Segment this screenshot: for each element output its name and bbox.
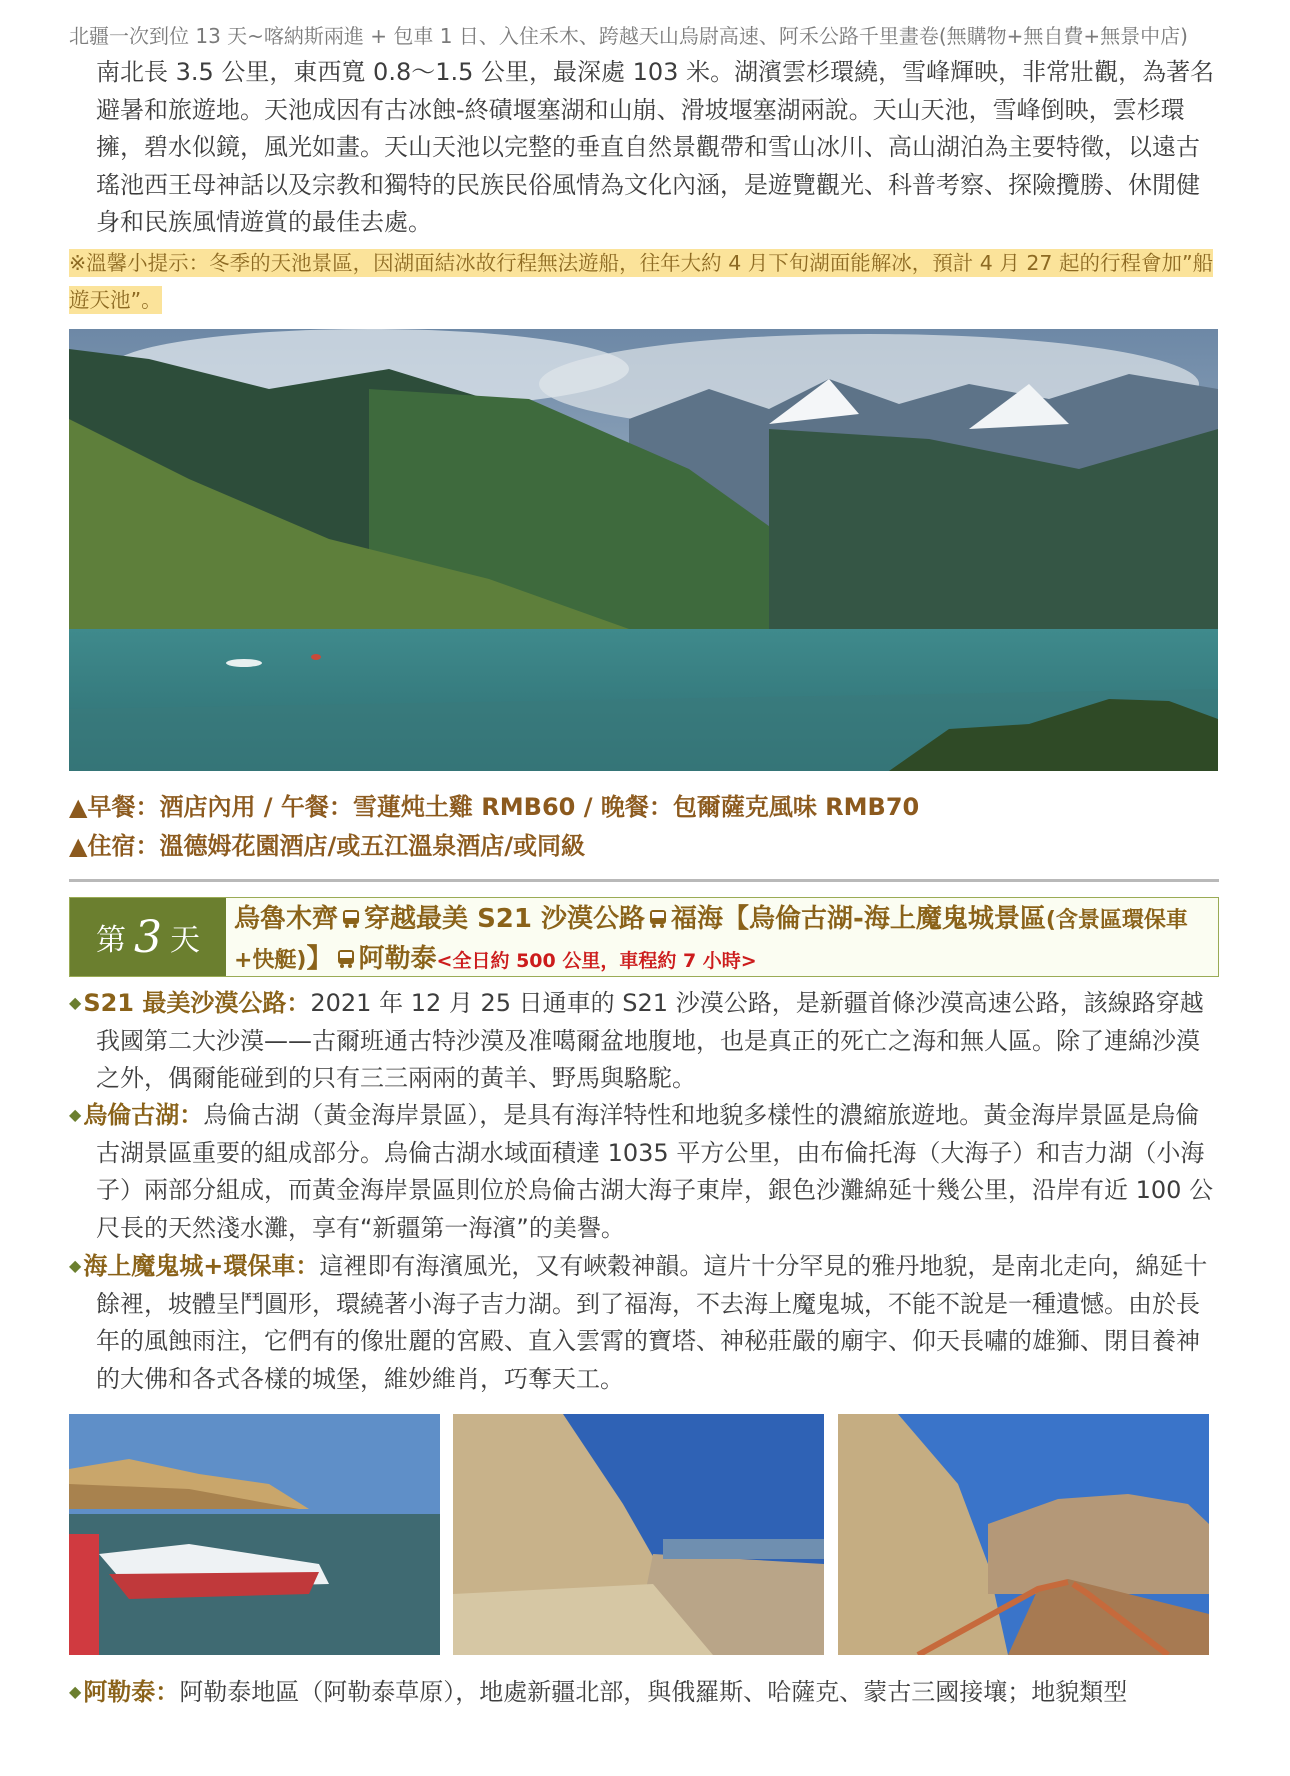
section-text: 烏倫古湖（黃金海岸景區），是具有海洋特性和地貌多樣性的濃縮旅遊地。黃金海岸景區是烏倫古湖景區重要的組成部分。烏倫古湖水域面積達 1035 平方公里，由布倫托海（大海子）和吉力湖（小海子）兩部分組成，而黃金海岸景區則位於烏倫古湖大海子東岸，銀色沙灘綿延十幾公里，沿岸有近 100 公尺長的天然淺水灘，享有“新疆第一海濱”的美譽。 bbox=[96, 1101, 1214, 1242]
diamond-icon: ◆ bbox=[69, 1256, 82, 1275]
section-altay bbox=[69, 1673, 1219, 1712]
warm-tip bbox=[69, 245, 1219, 319]
route-start: 烏魯木齊 bbox=[234, 904, 339, 934]
hotel-info: ▲住宿：溫德姆花園酒店/或五江溫泉酒店/或同級 bbox=[69, 832, 585, 860]
bus-icon bbox=[337, 949, 355, 969]
route-included: (含景區環保車+快艇) bbox=[234, 908, 1188, 973]
day-number: 3 bbox=[134, 911, 162, 963]
day-3-header bbox=[69, 897, 1219, 977]
day-label-suffix: 天 bbox=[170, 923, 200, 958]
boardwalk-photo bbox=[838, 1414, 1209, 1655]
route-distance-note: <全日約 500 公里，車程約 7 小時> bbox=[436, 950, 757, 972]
bus-icon bbox=[342, 909, 360, 929]
tianchi-description: 南北長 3.5 公里，東西寬 0.8～1.5 公里，最深處 103 米。湖濱雲杉環繞，雪峰輝映，非常壯觀，為著名避暑和旅遊地。天池成因有古冰蝕-終磧堰塞湖和山崩、滑坡堰塞湖兩說。天山天池，雪峰倒映，雲杉環擁，碧水似鏡，風光如畫。天山天池以完整的垂直自然景觀帶和雪山冰川、高山湖泊為主要特徵，以遠古瑤池西王母神話以及宗教和獨特的民族民俗風情為文化內涵，是遊覽觀光、科普考察、探險攬勝、休閒健身和民族風情遊賞的最佳去處。 bbox=[96, 58, 1215, 236]
diamond-icon: ◆ bbox=[69, 993, 82, 1012]
day-3-label bbox=[70, 898, 226, 976]
section-s21-road bbox=[69, 984, 1219, 1098]
route-altay: 阿勒泰 bbox=[358, 944, 437, 974]
day-3-route bbox=[234, 900, 1214, 980]
itinerary-header: 北疆一次到位 13 天~喀納斯兩進 + 包車 1 日、入住禾木、跨越天山烏尉高速、阿禾公路千里畫卷(無購物+無自費+無景中店) bbox=[69, 24, 1188, 48]
bus-icon bbox=[649, 909, 667, 929]
route-fuhai: 福海【烏倫古湖-海上魔鬼城景區 bbox=[671, 904, 1046, 934]
section-ulungur-lake bbox=[69, 1096, 1219, 1247]
section-divider bbox=[69, 879, 1219, 882]
section-text: 阿勒泰地區（阿勒泰草原），地處新疆北部，與俄羅斯、哈薩克、蒙古三國接壤；地貌類型 bbox=[179, 1678, 1128, 1706]
section-ghost-city bbox=[69, 1247, 1219, 1398]
section-title: 阿勒泰： bbox=[83, 1678, 180, 1706]
route-desert-road: 穿越最美 S21 沙漠公路 bbox=[364, 904, 646, 934]
warm-tip-text: ※溫馨小提示：冬季的天池景區，因湖面結冰故行程無法遊船，往年大約 4 月下旬湖面能解冰，預計 4 月 27 起的行程會加”船遊天池”。 bbox=[69, 251, 1214, 312]
section-title: 海上魔鬼城+環保車： bbox=[83, 1252, 320, 1280]
diamond-icon: ◆ bbox=[69, 1105, 82, 1124]
section-title: S21 最美沙漠公路： bbox=[83, 989, 311, 1017]
section-text: 2021 年 12 月 25 日通車的 S21 沙漠公路，是新疆首條沙漠高速公路，該線路穿越我國第二大沙漠——古爾班通古特沙漠及准噶爾盆地腹地，也是真正的死亡之海和無人區。除了連綿沙漠之外，偶爾能碰到的只有三三兩兩的黃羊、野馬與駱駝。 bbox=[96, 989, 1204, 1092]
lake-boat-photo bbox=[69, 1414, 440, 1655]
section-text: 這裡即有海濱風光，又有峽穀神韻。這片十分罕見的雅丹地貌，是南北走向，綿延十餘裡，坡體呈鬥圓形，環繞著小海子吉力湖。到了福海，不去海上魔鬼城，不能不說是一種遺憾。由於長年的風蝕雨注，它們有的像壯麗的宮殿、直入雲霄的寶塔、神秘莊嚴的廟宇、仰天長嘯的雄獅、閉目養神的大佛和各式各樣的城堡，維妙維肖，巧奪天工。 bbox=[96, 1252, 1208, 1393]
diamond-icon: ◆ bbox=[69, 1682, 82, 1701]
day-label-prefix: 第 bbox=[96, 923, 126, 958]
yardang-cliff-photo bbox=[453, 1414, 824, 1655]
section-title: 烏倫古湖： bbox=[83, 1101, 204, 1129]
tianchi-lake-photo bbox=[69, 329, 1218, 771]
meal-info: ▲早餐：酒店內用 / 午餐：雪蓮炖土雞 RMB60 / 晚餐：包爾薩克風味 RMB70 bbox=[69, 793, 920, 821]
route-bracket: 】 bbox=[306, 944, 333, 974]
